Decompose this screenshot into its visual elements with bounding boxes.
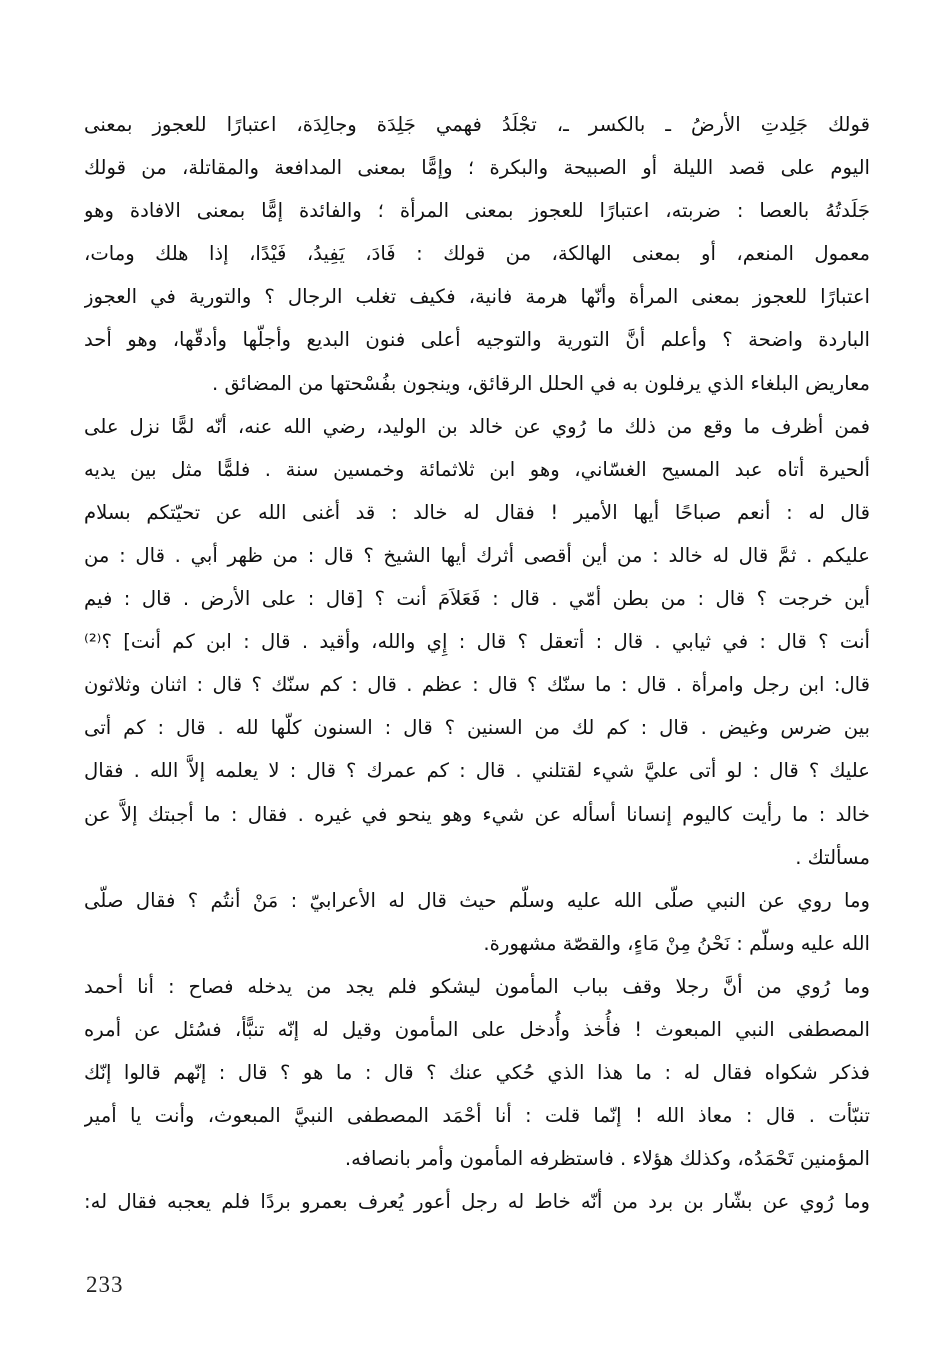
text-line-26: وما رُوي عن بشّار بن برد من أنّه خاط له رجل أعور يُعرف بعمرو بردًا فلم يعجبه فقال له: xyxy=(84,1190,870,1214)
text-line-14: قال: ابن رجل وامرأة . قال : ما سنّك ؟ قال : عظم . قال : كم سنّك ؟ قال : اثنان وثلاثون xyxy=(84,673,870,697)
text-line-4: معمول المنعم، أو بمعنى الهالكة، من قولك : فَادَ، يَفِيدُ، فَيْدًا، إذا هلك ومات، xyxy=(84,242,870,266)
text-line-16: عليك ؟ قال : لو أتى عليَّ شيء لقتلني . قال : كم عمرك ؟ قال : لا يعلمه إلاَّ الله . فقال xyxy=(84,759,870,783)
text-line-17: خالد : ما رأيت كاليوم إنسانا أسأله عن شيء وهو ينحو في غيره . فقال : ما أجبتك إلاَّ عن xyxy=(84,802,870,826)
text-line-3: جَلَدتُهُ بالعصا : ضربته، اعتبارًا للعجوز بمعنى المرأة ؛ والفائدة إمًّا بمعنى الافادة وهو xyxy=(84,199,870,223)
text-line-12: أين خرجت ؟ قال : من بطن أمّي . قال : فَعَلاَمَ أنت ؟ [قال : على الأرض . قال : فيم xyxy=(84,587,870,611)
text-line-9: ألحيرة أتاه عبد المسيح الغسّاني، وهو ابن ثلاثمائة وخمسين سنة . فلمًّا مثل بين يديه xyxy=(84,457,870,481)
text-line-22: المصطفى النبي المبعوث ! فأُخذ وأُدخل على المأمون وقيل له إنّه تنبًّأ، فسُئل عن أمره xyxy=(84,1017,870,1041)
text-line-23: فذكر شكواه فقال له : ما هذا الذي حُكي عنك ؟ قال : ما هو ؟ قال : إنّهم قالوا إنّك xyxy=(84,1061,870,1085)
text-line-11: عليكم . ثمَّ قال له خالد : من أين أقصى أثرك أيها الشيخ ؟ قال : من ظهر أبي . قال : من xyxy=(84,543,870,567)
text-line-19: وما روي عن النبي صلّى الله عليه وسلّم حيث قال له الأعرابيّ : مَنْ أنتُم ؟ فقال صلّى xyxy=(84,888,870,912)
text-line-2: اليوم على قصد الليلة أو الصبيحة والبكرة ؛ وإمًّا بمعنى المدافعة والمقاتلة، من قولك xyxy=(84,156,870,180)
text-line-20: الله عليه وسلّم : نَحْنُ مِنْ مَاءٍ، والقصّة مشهورة. xyxy=(483,931,870,955)
text-line-25: المؤمنين تَحْمَدُه، وكذلك هؤلاء . فاستظرفه المأمون وأمر بانصافه. xyxy=(344,1147,870,1171)
body-text xyxy=(84,103,870,1223)
text-line-10: قال له : أنعم صباحًا أيها الأمير ! فقال له خالد : قد أغنى الله عن تحيّتكم بسلام xyxy=(84,500,870,524)
text-line-5: اعتبارًا للعجوز بمعنى المرأة وأنّها هرمة فانية، فكيف تغلب الرجال ؟ والتورية في العجوز xyxy=(84,285,870,309)
text-line-21: وما رُوي من أنَّ رجلا وقف بباب المأمون ليشكو فلم يجد من يدخله فصاح : أنا أحمد xyxy=(84,974,870,998)
text-line-15: بين ضرس وغيض . قال : كم لك من السنين ؟ قال : السنون كلّها لله . قال : كم أتى xyxy=(84,716,870,740)
page-number: 233 xyxy=(86,1272,124,1297)
text-line-18: مسألتك . xyxy=(795,845,870,869)
text-line-8: فمن أظرف ما وقع من ذلك ما رُوي عن خالد بن الوليد، رضي الله عنه، أنّه لمًّا نزل على xyxy=(84,414,870,438)
text-line-1: قولك جَلِدتِ الأرضُ ـ بالكسر ـ، تجْلَدُ فهمي جَلِدَة وجالِدَة، اعتبارًا للعجوز بمعنى xyxy=(84,113,870,136)
text-line-13: أنت ؟ قال : في ثيابي . قال : أتعقل ؟ قال : إِي والله، وأقيد . قال : ابن كم أنت] ؟⁽²⁾ xyxy=(84,630,870,654)
text-line-7: معاريض البلغاء الذي يرفلون به في الحلل الرقائق، وينجون بفُسْحتها من المضائق . xyxy=(212,371,870,395)
text-line-6: الباردة واضحة ؟ وأعلم أنَّ التورية والتوجيه أعلى فنون البديع وأجلّها وأدقّها، وهو أحد xyxy=(84,328,870,352)
text-line-24: تنبّأت . قال : معاذ الله ! إنّما قلت : أنا أحْمَد المصطفى النبيَّ المبعوث، وأنت يا أمير xyxy=(84,1104,870,1128)
